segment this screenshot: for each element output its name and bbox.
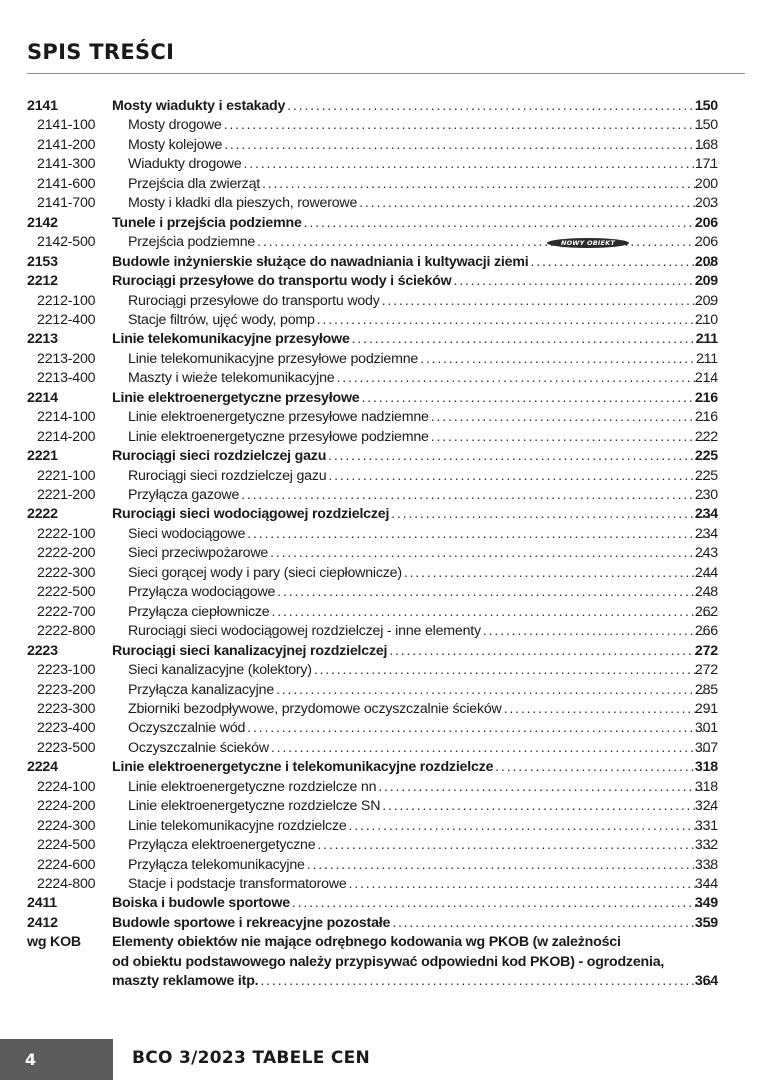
toc-entry <box>128 856 718 875</box>
toc-subsection-row <box>0 116 764 135</box>
toc-code: 2141-200 <box>37 136 96 153</box>
toc-title: Rurociągi sieci rozdzielczej gazu <box>128 467 327 484</box>
toc-subsection-row <box>0 194 764 213</box>
toc-entry <box>128 194 718 213</box>
toc-leader-dots <box>420 350 712 369</box>
toc-code: 2221-200 <box>37 487 96 503</box>
toc-entry <box>112 972 718 991</box>
toc-code: 2223 <box>27 642 58 659</box>
toc-subsection-row <box>0 525 764 544</box>
toc-page-number: 332 <box>694 837 718 854</box>
toc-entry <box>128 681 718 700</box>
toc-subsection-row <box>0 856 764 875</box>
toc-entry <box>128 875 718 894</box>
toc-page-number: 262 <box>694 603 718 620</box>
toc-code: 2213-400 <box>37 370 96 387</box>
toc-leader-dots <box>391 505 712 524</box>
toc-subsection-row <box>0 369 764 388</box>
toc-leader-dots <box>271 739 712 758</box>
toc-page-number: 211 <box>695 350 718 367</box>
toc-leader-dots <box>361 389 712 408</box>
toc-title: Linie telekomunikacyjne przesyłowe <box>112 331 350 348</box>
toc-leader-dots <box>378 778 712 797</box>
toc-subsection-row <box>0 564 764 583</box>
toc-title: Mosty i kładki dla pieszych, rowerowe <box>128 195 358 212</box>
toc-code: 2224-300 <box>37 817 96 834</box>
toc-code: 2212-100 <box>37 292 96 309</box>
toc-page-number: 301 <box>694 720 718 737</box>
toc-title: Stacje i podstacje transformatorowe <box>128 876 347 892</box>
toc-page-number: 208 <box>694 253 718 270</box>
toc-leader-dots <box>349 817 712 836</box>
toc-title: Linie elektroenergetyczne i telekomunikacyjne rozdzielcze <box>112 759 494 776</box>
toc-entry <box>128 564 718 583</box>
toc-title: Oczyszczalnie wód <box>128 720 246 737</box>
toc-title: Stacje filtrów, ujęć wody, pomp <box>128 311 315 328</box>
toc-leader-dots <box>224 116 712 135</box>
toc-entry <box>128 778 718 797</box>
toc-code: 2142-500 <box>37 234 96 251</box>
toc-page-number: 359 <box>694 914 718 931</box>
toc-section-row <box>0 253 764 272</box>
toc-entry <box>112 758 718 777</box>
toc-title: Przejścia dla zwierząt <box>128 175 261 192</box>
toc-title: Przejścia podziemne <box>128 234 256 251</box>
toc-title: Sieci przeciwpożarowe <box>128 545 269 562</box>
toc-entry <box>128 175 718 194</box>
toc-section-row <box>0 894 764 913</box>
toc-title: Oczyszczalnie ścieków <box>128 739 269 756</box>
toc-leader-dots <box>287 97 712 116</box>
toc-leader-dots <box>359 194 712 213</box>
toc-section-row <box>0 389 764 408</box>
toc-title: Przyłącza kanalizacyjne <box>128 681 275 698</box>
toc-entry <box>112 214 718 233</box>
toc-subsection-row <box>0 292 764 311</box>
toc-leader-dots <box>504 700 712 719</box>
toc-page-number: 216 <box>694 409 718 426</box>
toc-title-line: maszty reklamowe itp. <box>112 973 259 990</box>
toc-entry <box>112 505 718 524</box>
toc-subsection-row <box>0 661 764 680</box>
toc-code: 2222-200 <box>37 545 96 562</box>
toc-leader-dots <box>276 681 712 700</box>
toc-page-number: 318 <box>694 778 718 795</box>
toc-page-number: 150 <box>694 117 718 134</box>
toc-page-number: 331 <box>694 817 718 834</box>
toc-code: 2223-200 <box>37 681 96 698</box>
toc-entry <box>128 311 718 330</box>
toc-page-number: 248 <box>694 584 718 601</box>
toc-leader-dots <box>431 408 712 427</box>
toc-entry <box>128 525 718 544</box>
toc-entry <box>128 661 718 680</box>
toc-title: Rurociągi sieci kanalizacyjnej rozdzielczej <box>112 642 388 659</box>
toc-section-row <box>0 447 764 466</box>
toc-title: Linie telekomunikacyjne przesyłowe podziemne <box>128 350 419 367</box>
toc-page-number: 216 <box>694 389 718 406</box>
toc-leader-dots <box>241 486 712 505</box>
toc-subsection-row <box>0 836 764 855</box>
toc-title: Przyłącza gazowe <box>128 487 240 503</box>
toc-leader-dots <box>453 272 712 291</box>
toc-leader-dots <box>277 583 712 602</box>
title-divider <box>27 73 745 74</box>
toc-page-number: 344 <box>694 876 718 892</box>
toc-leader-dots <box>247 525 712 544</box>
toc-entry <box>128 836 718 855</box>
toc-title: Rurociągi sieci wodociągowej rozdzielczej - inne elementy <box>128 623 481 640</box>
toc-entry <box>128 817 718 836</box>
toc-subsection-row <box>0 408 764 427</box>
toc-leader-dots <box>317 836 712 855</box>
toc-entry <box>112 330 718 349</box>
toc-page-number: 225 <box>694 467 718 484</box>
toc-subsection-row <box>0 778 764 797</box>
toc-code: 2213-200 <box>37 350 96 367</box>
toc-title: Rurociągi przesyłowe do transportu wody i ścieków <box>112 273 452 290</box>
toc-title: Mosty drogowe <box>128 117 222 134</box>
toc-page-number: 150 <box>694 98 718 114</box>
toc-code: 2214-100 <box>37 409 96 426</box>
toc-title: Budowle sportowe i rekreacyjne pozostałe <box>112 914 391 931</box>
toc-page-number: 206 <box>694 214 718 231</box>
toc-code: 2224-100 <box>37 778 96 795</box>
toc-entry <box>112 914 718 933</box>
toc-title: Rurociągi przesyłowe do transportu wody <box>128 292 380 309</box>
toc-leader-dots <box>292 894 712 913</box>
toc-subsection-row <box>0 311 764 330</box>
toc-leader-dots <box>260 972 712 991</box>
toc-page-number: 291 <box>694 700 718 717</box>
toc-title-line: od obiektu podstawowego należy przypisywać odpowiedni kod PKOB) - ogrodzenia, <box>112 953 665 970</box>
toc-code: 2412 <box>27 914 58 931</box>
toc-leader-dots <box>404 564 712 583</box>
toc-leader-dots <box>349 875 712 894</box>
toc-leader-dots <box>495 758 712 777</box>
toc-page-number: 168 <box>694 136 718 153</box>
toc-entry <box>128 408 718 427</box>
toc-page-number: 209 <box>694 292 718 309</box>
toc-page-number: 214 <box>694 370 718 387</box>
toc-code: 2222-300 <box>37 564 96 581</box>
toc-subsection-row <box>0 233 764 252</box>
toc-page-number: 244 <box>694 564 718 581</box>
toc-page-number: 234 <box>694 525 718 542</box>
toc-code: 2224 <box>27 759 58 776</box>
toc-entry <box>128 622 718 641</box>
toc-leader-dots <box>224 136 712 155</box>
toc-title: Linie elektroenergetyczne przesyłowe podziemne <box>128 428 429 445</box>
toc-page-number: 200 <box>694 175 718 192</box>
toc-section-row <box>0 330 764 349</box>
toc-entry <box>112 272 718 291</box>
toc-subsection-row <box>0 817 764 836</box>
toc-title: Sieci wodociągowe <box>128 525 246 542</box>
toc-entry <box>128 136 718 155</box>
toc-page-number: 203 <box>694 195 718 212</box>
toc-code: 2223-100 <box>37 662 96 679</box>
toc-page-number: 324 <box>694 798 718 815</box>
toc-title-line: Elementy obiektów nie mające odrębnego kodowania wg PKOB (w zależności <box>112 934 621 951</box>
toc-entry <box>128 233 718 252</box>
toc-subsection-row <box>0 136 764 155</box>
toc-title: Sieci gorącej wody i pary (sieci ciepłownicze) <box>128 564 402 581</box>
toc-code: wg KOB <box>27 934 81 951</box>
toc-code: 2141-300 <box>37 156 96 173</box>
toc-title: Rurociągi sieci rozdzielczej gazu <box>112 448 327 465</box>
toc-section-row <box>0 97 764 116</box>
toc-title: Linie elektroenergetyczne rozdzielcze nn <box>128 778 377 795</box>
toc-subsection-row <box>0 739 764 758</box>
toc-code: 2153 <box>27 253 58 270</box>
toc-subsection-row <box>0 875 764 894</box>
toc-code: 2141-600 <box>37 175 96 192</box>
toc-entry <box>112 447 718 466</box>
toc-leader-dots <box>382 292 712 311</box>
toc-entry <box>112 894 718 913</box>
toc-section-row <box>0 272 764 291</box>
toc-subsection-row <box>0 719 764 738</box>
toc-page-number: 210 <box>694 311 718 328</box>
toc-code: 2411 <box>27 895 57 912</box>
toc-leader-dots <box>328 467 712 486</box>
toc-subsection-row <box>0 428 764 447</box>
toc-leader-dots <box>483 622 712 641</box>
toc-title: Przyłącza telekomunikacyjne <box>128 856 305 873</box>
toc-entry <box>128 467 718 486</box>
toc-multiline-row <box>0 933 764 952</box>
toc-section-row <box>0 758 764 777</box>
toc-section-row <box>0 214 764 233</box>
toc-title: Zbiorniki bezodpływowe, przydomowe oczyszczalnie ścieków <box>128 700 502 717</box>
toc-title: Maszty i wieże telekomunikacyjne <box>128 370 335 387</box>
toc-entry <box>112 253 718 272</box>
toc-code: 2222-800 <box>37 623 96 640</box>
toc-page-number: 338 <box>694 856 718 873</box>
toc-page-number: 318 <box>694 759 718 776</box>
toc-code: 2214 <box>27 389 58 406</box>
toc-code: 2142 <box>27 214 58 231</box>
toc-entry <box>128 719 718 738</box>
toc-title: Sieci kanalizacyjne (kolektory) <box>128 662 312 679</box>
toc-entry <box>128 739 718 758</box>
toc-subsection-row <box>0 797 764 816</box>
toc-code: 2221 <box>27 448 58 465</box>
toc-leader-dots <box>392 914 712 933</box>
toc-subsection-row <box>0 544 764 563</box>
toc-page-number: 206 <box>694 234 718 251</box>
toc-entry <box>128 700 718 719</box>
toc-leader-dots <box>271 603 712 622</box>
toc-page-number: 349 <box>694 895 718 912</box>
toc-section-row <box>0 505 764 524</box>
toc-subsection-row <box>0 350 764 369</box>
toc-code: 2221-100 <box>37 467 96 484</box>
toc-entry <box>128 544 718 563</box>
toc-entry <box>128 797 718 816</box>
toc-code: 2223-500 <box>37 739 96 756</box>
toc-subsection-row <box>0 155 764 174</box>
toc-code: 2224-500 <box>37 837 96 854</box>
toc-title: Rurociągi sieci wodociągowej rozdzielczej <box>112 506 390 523</box>
toc-code: 2141-100 <box>37 117 96 134</box>
toc-page-number: 266 <box>694 623 718 640</box>
toc-section-row <box>0 642 764 661</box>
toc-leader-dots <box>531 253 712 272</box>
toc-page-number: 243 <box>694 545 718 562</box>
toc-entry <box>128 116 718 135</box>
toc-subsection-row <box>0 583 764 602</box>
toc-title: Wiadukty drogowe <box>128 156 242 173</box>
toc-section-row <box>0 914 764 933</box>
footer-page-box <box>0 1039 113 1080</box>
toc-leader-dots <box>317 311 712 330</box>
toc-leader-dots <box>244 155 712 174</box>
toc-leader-dots <box>382 797 712 816</box>
toc-leader-dots <box>262 175 712 194</box>
toc-code: 2222-500 <box>37 584 96 601</box>
toc-code: 2222-100 <box>37 525 96 542</box>
toc-code: 2222-700 <box>37 603 96 620</box>
toc-leader-dots <box>270 544 712 563</box>
toc-entry <box>128 155 718 174</box>
toc-title: Linie elektroenergetyczne przesyłowe <box>112 389 360 406</box>
toc-entry <box>128 603 718 622</box>
footer-page-number: 4 <box>25 1050 37 1069</box>
toc-entry <box>112 389 718 408</box>
toc-entry <box>112 642 718 661</box>
toc-code: 2224-600 <box>37 856 96 873</box>
toc-title: Tunele i przejścia podziemne <box>112 214 302 231</box>
toc-code: 2141 <box>27 98 58 114</box>
toc-entry <box>128 292 718 311</box>
toc-page-number: 225 <box>694 448 718 465</box>
toc-leader-dots <box>389 642 712 661</box>
toc-entry <box>112 97 718 116</box>
toc-page-number: 307 <box>694 739 718 756</box>
toc-leader-dots <box>314 661 712 680</box>
toc-entry <box>128 428 718 447</box>
toc-leader-dots <box>247 719 712 738</box>
toc-multiline-row <box>0 972 764 991</box>
toc-code: 2222 <box>27 506 58 523</box>
toc-entry <box>128 583 718 602</box>
footer-publication-title: BCO 3/2023 TABELE CEN <box>132 1048 371 1068</box>
toc-title: Przyłącza ciepłownicze <box>128 603 270 620</box>
toc-code: 2141-700 <box>37 195 96 212</box>
toc-subsection-row <box>0 603 764 622</box>
toc-subsection-row <box>0 467 764 486</box>
page-title: SPIS TREŚCI <box>27 40 175 64</box>
toc-leader-dots <box>257 233 712 252</box>
new-object-badge: NOWY OBIEKT <box>547 238 629 248</box>
toc-code: 2212-400 <box>37 311 96 328</box>
toc-page-number: 234 <box>694 506 718 523</box>
toc-subsection-row <box>0 622 764 641</box>
toc-subsection-row <box>0 486 764 505</box>
toc-page-number: 230 <box>694 487 718 503</box>
toc-page-number: 209 <box>694 273 718 290</box>
toc-entry <box>128 369 718 388</box>
toc-title: Linie elektroenergetyczne rozdzielcze SN <box>128 798 381 815</box>
toc-code: 2214-200 <box>37 428 96 445</box>
toc-page-number: 272 <box>694 642 718 659</box>
toc-title: Boiska i budowle sportowe <box>112 895 290 912</box>
toc-leader-dots <box>328 447 712 466</box>
toc-page-number: 285 <box>694 681 718 698</box>
toc-title: Budowle inżynierskie służące do nawadniania i kultywacji ziemi <box>112 253 529 270</box>
toc-code: 2212 <box>27 273 58 290</box>
toc-leader-dots <box>337 369 713 388</box>
toc-page-number: 222 <box>694 428 718 445</box>
toc-title: Linie elektroenergetyczne przesyłowe nadziemne <box>128 409 429 426</box>
toc-code: 2224-800 <box>37 876 96 892</box>
toc-code: 2213 <box>27 331 58 348</box>
toc-code: 2223-400 <box>37 720 96 737</box>
toc-leader-dots <box>352 330 712 349</box>
toc-page-number: 211 <box>695 331 718 348</box>
toc-leader-dots <box>304 214 712 233</box>
toc-subsection-row <box>0 700 764 719</box>
toc-code: 2224-200 <box>37 798 96 815</box>
toc-title: Przyłącza elektroenergetyczne <box>128 837 316 854</box>
toc-entry <box>128 486 718 505</box>
toc-leader-dots <box>307 856 712 875</box>
toc-title: Mosty wiadukty i estakady <box>112 98 286 114</box>
toc-title: Przyłącza wodociągowe <box>128 584 276 601</box>
toc-subsection-row <box>0 681 764 700</box>
toc-subsection-row <box>0 175 764 194</box>
toc-entry <box>128 350 718 369</box>
toc-leader-dots <box>431 428 712 447</box>
toc-title: Linie telekomunikacyjne rozdzielcze <box>128 817 347 834</box>
toc-page-number: 364 <box>694 973 718 990</box>
toc-page-number: 171 <box>694 156 718 173</box>
toc-title: Mosty kolejowe <box>128 136 223 153</box>
toc-code: 2223-300 <box>37 700 96 717</box>
toc-multiline-row <box>0 953 764 972</box>
toc-page-number: 272 <box>694 662 718 679</box>
